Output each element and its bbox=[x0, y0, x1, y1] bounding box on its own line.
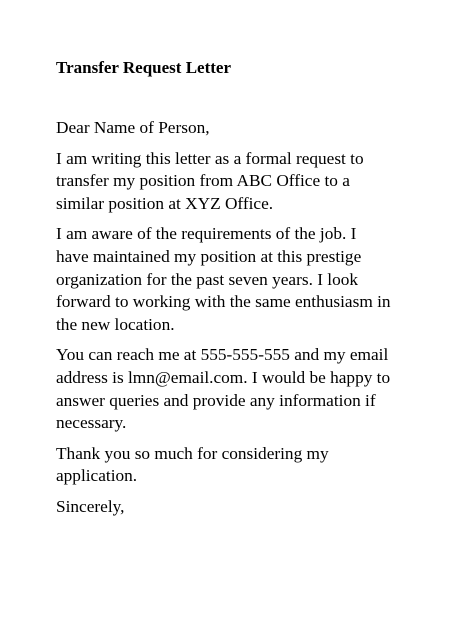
paragraph-2-line-3: organization for the past seven years. I look bbox=[56, 269, 359, 289]
paragraph-2-line-2: have maintained my position at this prestige bbox=[56, 246, 362, 266]
paragraph-1-line-1: I am writing this letter as a formal request to bbox=[56, 148, 364, 168]
paragraph-1-line-2: transfer my position from ABC Office to a bbox=[56, 171, 350, 191]
paragraph-4 bbox=[56, 443, 442, 488]
closing bbox=[56, 496, 442, 519]
letter-page bbox=[56, 56, 442, 527]
paragraph-2-line-4: forward to working with the same enthusiasm in bbox=[56, 292, 391, 312]
paragraph-4-line-2: application. bbox=[56, 466, 138, 486]
closing-line: Sincerely, bbox=[56, 496, 125, 516]
paragraph-3-line-2: address is lmn@email.com. I would be happy to bbox=[56, 367, 391, 387]
paragraph-3-line-1: You can reach me at 555-555-555 and my email bbox=[56, 345, 389, 365]
letter-title: Transfer Request Letter bbox=[56, 58, 231, 77]
salutation bbox=[56, 117, 442, 140]
paragraph-3 bbox=[56, 344, 442, 434]
paragraph-3-line-3: answer queries and provide any information if bbox=[56, 390, 376, 410]
salutation-line: Dear Name of Person, bbox=[56, 118, 210, 137]
paragraph-1-line-3: similar position at XYZ Office. bbox=[56, 193, 274, 213]
paragraph-2 bbox=[56, 223, 442, 336]
paragraph-1 bbox=[56, 148, 442, 216]
paragraph-2-line-5: the new location. bbox=[56, 314, 175, 334]
paragraph-2-line-1: I am aware of the requirements of the job. I bbox=[56, 224, 357, 244]
paragraph-4-line-1: Thank you so much for considering my bbox=[56, 443, 329, 463]
paragraph-3-line-4: necessary. bbox=[56, 413, 127, 433]
